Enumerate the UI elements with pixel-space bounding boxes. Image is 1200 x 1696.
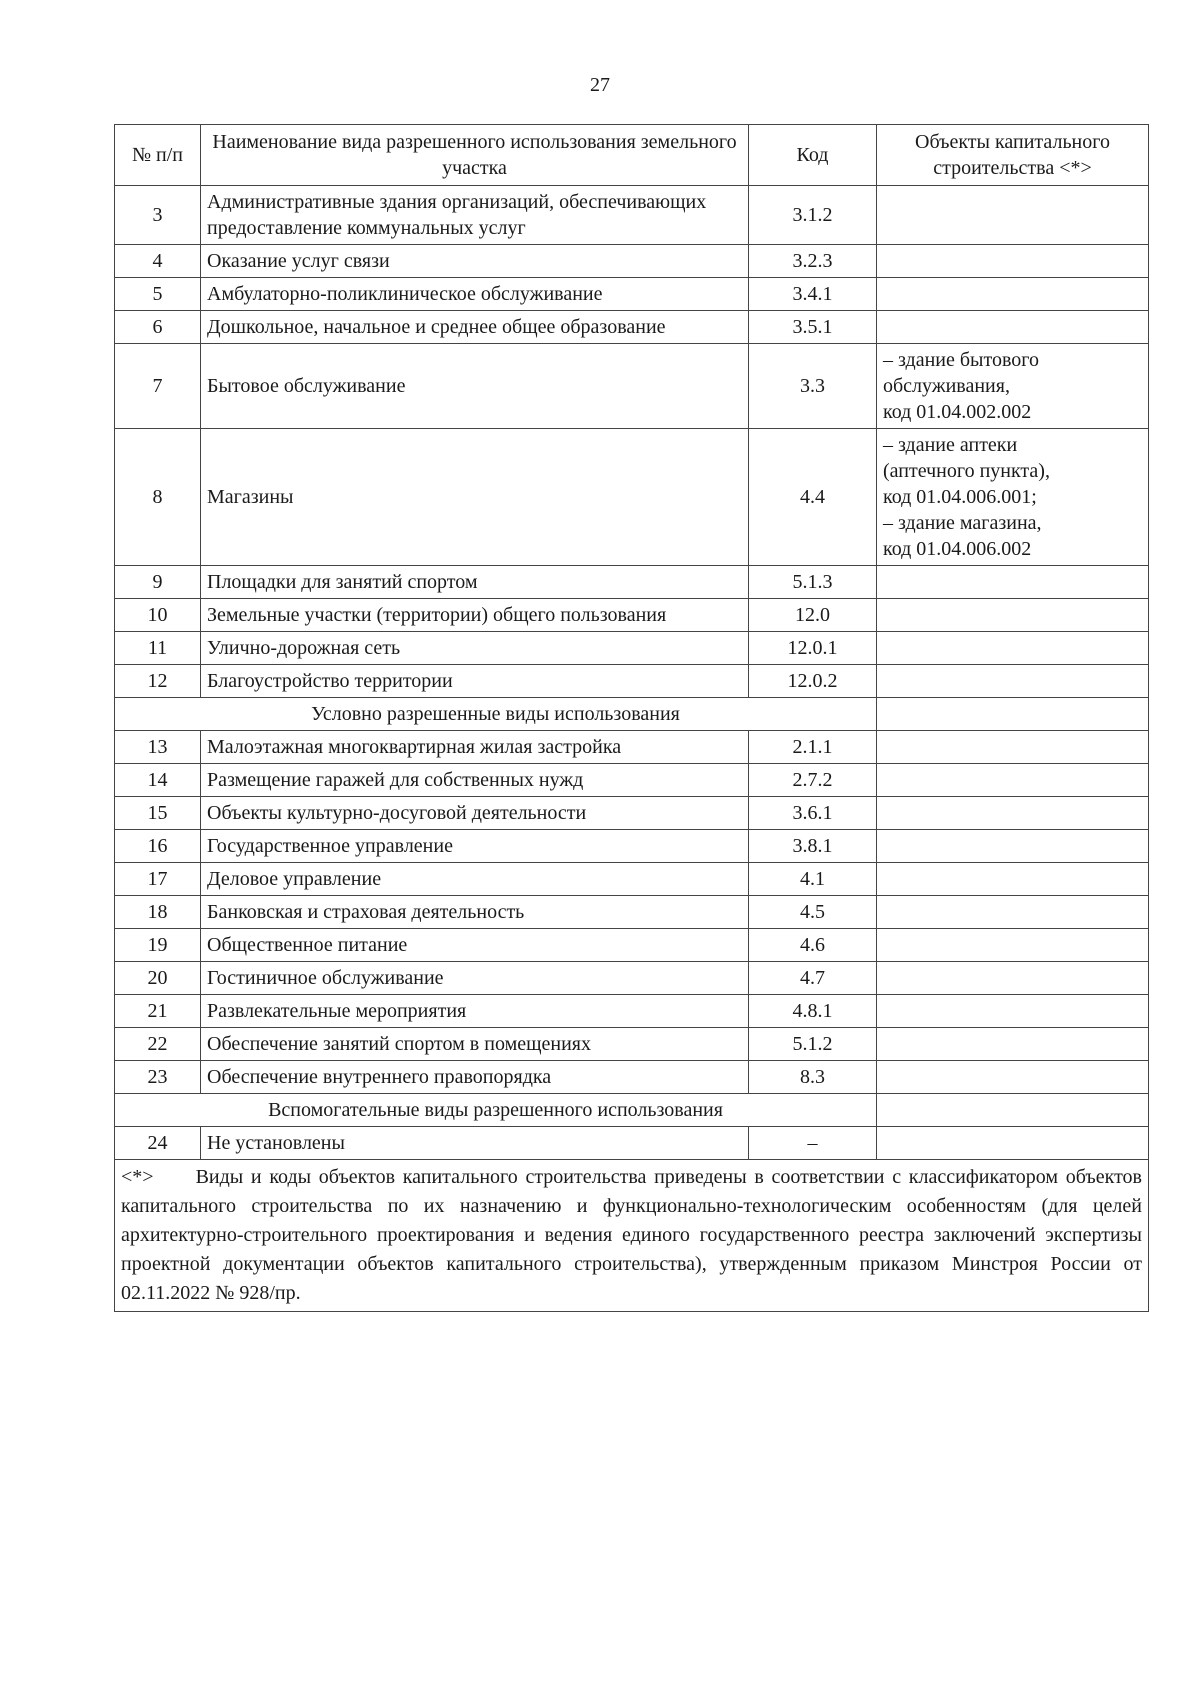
row-number: 13 xyxy=(115,731,201,764)
row-use-name: Улично-дорожная сеть xyxy=(201,632,749,665)
table-row xyxy=(115,896,1149,929)
row-number: 24 xyxy=(115,1127,201,1160)
table-row xyxy=(115,797,1149,830)
row-objects xyxy=(877,995,1149,1028)
table-row xyxy=(115,632,1149,665)
table-section-auxiliary xyxy=(115,1094,1149,1127)
row-use-name: Обеспечение занятий спортом в помещениях xyxy=(201,1028,749,1061)
section-title-conditional: Условно разрешенные виды использования xyxy=(115,698,877,731)
table-row xyxy=(115,566,1149,599)
row-code: 3.8.1 xyxy=(749,830,877,863)
row-code: 2.7.2 xyxy=(749,764,877,797)
row-use-name: Амбулаторно-поликлиническое обслуживание xyxy=(201,278,749,311)
row-code: 4.7 xyxy=(749,962,877,995)
header-num: № п/п xyxy=(115,125,201,186)
row-objects xyxy=(877,797,1149,830)
row-use-name: Благоустройство территории xyxy=(201,665,749,698)
table-row xyxy=(115,429,1149,566)
table-footnote xyxy=(115,1160,1149,1312)
table-row xyxy=(115,1028,1149,1061)
row-number: 7 xyxy=(115,344,201,429)
row-use-name: Деловое управление xyxy=(201,863,749,896)
section-empty-cell xyxy=(877,698,1149,731)
section-row-conditional xyxy=(115,698,1149,731)
footnote-row xyxy=(115,1160,1149,1312)
object-line: код 01.04.006.001; xyxy=(883,486,1037,508)
row-objects xyxy=(877,665,1149,698)
row-objects xyxy=(877,186,1149,245)
table-row xyxy=(115,764,1149,797)
row-number: 6 xyxy=(115,311,201,344)
row-code: 3.6.1 xyxy=(749,797,877,830)
object-line: – здание магазина, xyxy=(883,512,1042,534)
row-use-name: Развлекательные мероприятия xyxy=(201,995,749,1028)
row-objects xyxy=(877,1028,1149,1061)
row-objects xyxy=(877,929,1149,962)
table-row xyxy=(115,863,1149,896)
row-code: 4.1 xyxy=(749,863,877,896)
row-number: 9 xyxy=(115,566,201,599)
object-line: код 01.04.006.002 xyxy=(883,538,1032,560)
row-objects xyxy=(877,344,1149,429)
row-use-name: Объекты культурно-досуговой деятельности xyxy=(201,797,749,830)
row-objects xyxy=(877,962,1149,995)
object-line: обслуживания, xyxy=(883,375,1010,397)
table-row xyxy=(115,929,1149,962)
row-objects xyxy=(877,731,1149,764)
table-row xyxy=(115,186,1149,245)
row-objects xyxy=(877,830,1149,863)
row-objects xyxy=(877,245,1149,278)
row-objects xyxy=(877,1061,1149,1094)
table-row xyxy=(115,830,1149,863)
row-objects xyxy=(877,566,1149,599)
object-line: – здание бытового xyxy=(883,349,1039,371)
table-row xyxy=(115,599,1149,632)
row-number: 19 xyxy=(115,929,201,962)
row-number: 18 xyxy=(115,896,201,929)
row-code: 5.1.2 xyxy=(749,1028,877,1061)
row-code: 4.5 xyxy=(749,896,877,929)
row-use-name: Площадки для занятий спортом xyxy=(201,566,749,599)
table-row xyxy=(115,1127,1149,1160)
row-use-name: Бытовое обслуживание xyxy=(201,344,749,429)
page-number: 27 xyxy=(590,74,610,96)
row-objects xyxy=(877,429,1149,566)
section-title-auxiliary: Вспомогательные виды разрешенного использования xyxy=(115,1094,877,1127)
table-row xyxy=(115,665,1149,698)
table-row xyxy=(115,278,1149,311)
row-use-name: Не установлены xyxy=(201,1127,749,1160)
row-code: 5.1.3 xyxy=(749,566,877,599)
object-line: (аптечного пункта), xyxy=(883,460,1050,482)
row-use-name: Гостиничное обслуживание xyxy=(201,962,749,995)
row-code: 3.3 xyxy=(749,344,877,429)
row-number: 3 xyxy=(115,186,201,245)
table-row xyxy=(115,245,1149,278)
row-use-name: Государственное управление xyxy=(201,830,749,863)
row-use-name: Банковская и страховая деятельность xyxy=(201,896,749,929)
row-objects xyxy=(877,599,1149,632)
row-objects xyxy=(877,863,1149,896)
row-number: 16 xyxy=(115,830,201,863)
row-use-name: Оказание услуг связи xyxy=(201,245,749,278)
row-objects xyxy=(877,1127,1149,1160)
row-use-name: Дошкольное, начальное и среднее общее образование xyxy=(201,311,749,344)
row-use-name: Размещение гаражей для собственных нужд xyxy=(201,764,749,797)
row-code: 12.0.1 xyxy=(749,632,877,665)
row-objects xyxy=(877,896,1149,929)
row-number: 12 xyxy=(115,665,201,698)
table-header-row xyxy=(115,125,1149,186)
table-row xyxy=(115,311,1149,344)
table-row xyxy=(115,344,1149,429)
object-line: код 01.04.002.002 xyxy=(883,401,1032,423)
footnote xyxy=(115,1160,1149,1312)
header-code: Код xyxy=(749,125,877,186)
row-number: 4 xyxy=(115,245,201,278)
row-code: 12.0.2 xyxy=(749,665,877,698)
row-use-name: Общественное питание xyxy=(201,929,749,962)
row-number: 8 xyxy=(115,429,201,566)
row-code: 12.0 xyxy=(749,599,877,632)
row-objects xyxy=(877,764,1149,797)
row-number: 15 xyxy=(115,797,201,830)
row-objects xyxy=(877,311,1149,344)
table-body-auxiliary xyxy=(115,1127,1149,1160)
row-code: – xyxy=(749,1127,877,1160)
row-number: 17 xyxy=(115,863,201,896)
row-number: 10 xyxy=(115,599,201,632)
row-objects xyxy=(877,278,1149,311)
land-use-table xyxy=(114,124,1149,1312)
table-row xyxy=(115,1061,1149,1094)
header-name: Наименование вида разрешенного использования земельного участка xyxy=(201,125,749,186)
row-number: 23 xyxy=(115,1061,201,1094)
row-code: 3.4.1 xyxy=(749,278,877,311)
table-row xyxy=(115,731,1149,764)
row-code: 4.8.1 xyxy=(749,995,877,1028)
object-line: – здание аптеки xyxy=(883,434,1018,456)
row-use-name: Обеспечение внутреннего правопорядка xyxy=(201,1061,749,1094)
table-body-conditional xyxy=(115,731,1149,1094)
row-code: 2.1.1 xyxy=(749,731,877,764)
footnote-mark: <*> xyxy=(121,1166,154,1188)
row-code: 3.2.3 xyxy=(749,245,877,278)
footnote-text: Виды и коды объектов капитального строительства приведены в соответствии с классификатором объектов капитального строительства по их назначению и функционально-технологическим особенностям (для целей архитектурно-строительного проектирования и ведения единого государственного реестра заключений экспертизы проектной документации объектов капитального строительства), утвержденным приказом Минстроя России от 02.11.2022 № 928/пр. xyxy=(121,1166,1142,1304)
table-body-main xyxy=(115,186,1149,698)
row-number: 20 xyxy=(115,962,201,995)
row-use-name: Малоэтажная многоквартирная жилая застройка xyxy=(201,731,749,764)
row-objects xyxy=(877,632,1149,665)
row-code: 4.4 xyxy=(749,429,877,566)
header-objects: Объекты капитального строительства <*> xyxy=(877,125,1149,186)
row-number: 14 xyxy=(115,764,201,797)
row-number: 5 xyxy=(115,278,201,311)
row-code: 4.6 xyxy=(749,929,877,962)
row-code: 8.3 xyxy=(749,1061,877,1094)
table-section-conditional xyxy=(115,698,1149,731)
row-number: 22 xyxy=(115,1028,201,1061)
section-row-auxiliary xyxy=(115,1094,1149,1127)
section-empty-cell xyxy=(877,1094,1149,1127)
row-use-name: Земельные участки (территории) общего пользования xyxy=(201,599,749,632)
row-number: 11 xyxy=(115,632,201,665)
table-row xyxy=(115,995,1149,1028)
row-number: 21 xyxy=(115,995,201,1028)
row-use-name: Административные здания организаций, обеспечивающих предоставление коммунальных услуг xyxy=(201,186,749,245)
row-code: 3.1.2 xyxy=(749,186,877,245)
row-use-name: Магазины xyxy=(201,429,749,566)
row-code: 3.5.1 xyxy=(749,311,877,344)
table-row xyxy=(115,962,1149,995)
